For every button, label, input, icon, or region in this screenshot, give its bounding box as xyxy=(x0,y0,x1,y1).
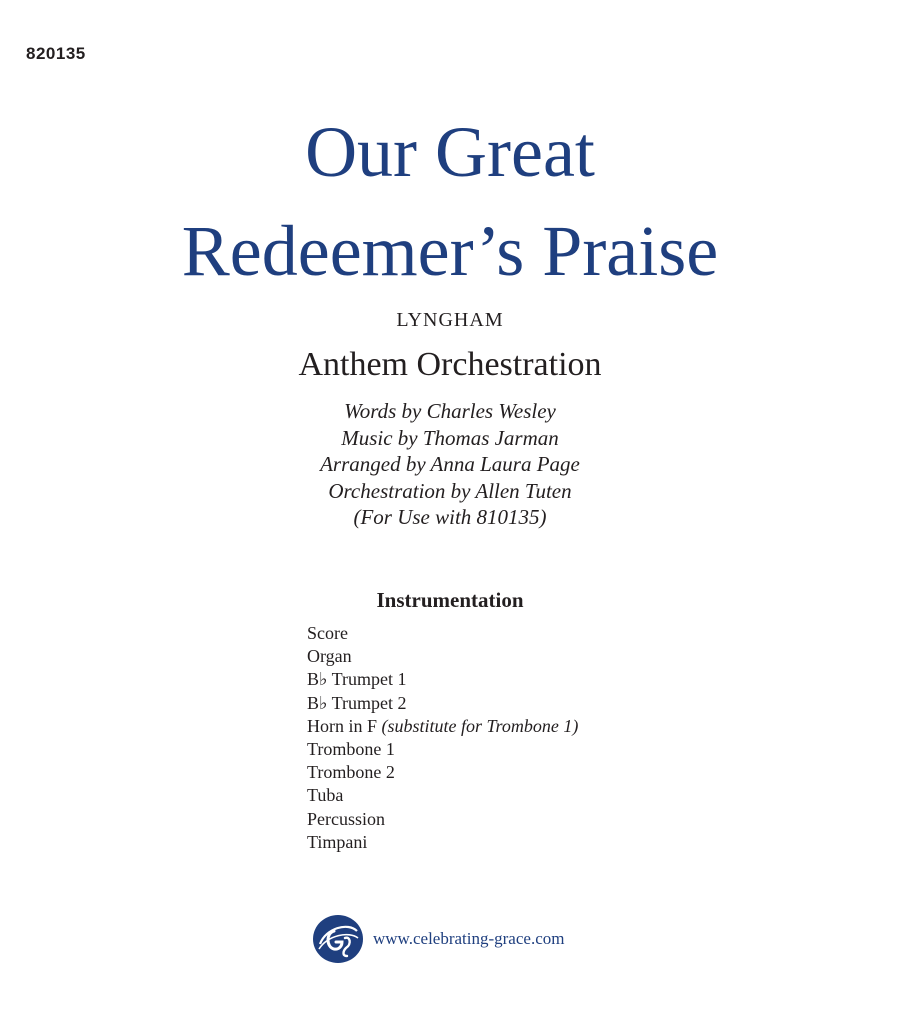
instrumentation-list xyxy=(307,622,578,854)
subtitle: Anthem Orchestration xyxy=(298,346,602,383)
instrumentation-heading: Instrumentation xyxy=(376,588,524,612)
list-item xyxy=(307,715,578,738)
list-item xyxy=(307,738,578,761)
publisher-footer xyxy=(312,914,564,964)
instrument-name: Trombone 2 xyxy=(307,762,395,783)
publisher-website-link[interactable]: www.celebrating-grace.com xyxy=(373,929,565,948)
celebrating-grace-logo-icon xyxy=(312,914,364,964)
credit-music: Music by Thomas Jarman xyxy=(341,425,559,450)
list-item xyxy=(307,784,578,807)
list-item xyxy=(307,668,578,691)
list-item xyxy=(307,831,578,854)
instrument-name: Percussion xyxy=(307,808,385,829)
instrument-name: Organ xyxy=(307,646,352,667)
instrument-name: Tuba xyxy=(307,785,344,806)
title-line-1: Our Great xyxy=(305,112,595,192)
credit-arranger: Arranged by Anna Laura Page xyxy=(320,452,580,476)
credit-orchestration: Orchestration by Allen Tuten xyxy=(328,478,572,503)
tune-name: LYNGHAM xyxy=(396,309,504,331)
instrument-name: B♭ Trumpet 1 xyxy=(307,669,407,690)
instrument-note: (substitute for Trombone 1) xyxy=(381,715,579,736)
title-line-2: Redeemer’s Praise xyxy=(181,211,719,291)
instrument-name: Trombone 1 xyxy=(307,739,395,760)
instrument-name: Horn in F xyxy=(307,715,378,736)
list-item xyxy=(307,645,578,668)
instrument-name: Score xyxy=(307,623,348,643)
list-item xyxy=(307,808,578,831)
list-item xyxy=(307,622,578,645)
instrument-name: B♭ Trumpet 2 xyxy=(307,692,407,713)
list-item xyxy=(307,692,578,715)
credit-words: Words by Charles Wesley xyxy=(344,399,556,423)
credits xyxy=(0,398,900,531)
instrument-name: Timpani xyxy=(307,831,368,852)
credit-companion: (For Use with 810135) xyxy=(353,505,547,529)
list-item xyxy=(307,761,578,784)
catalog-number: 820135 xyxy=(26,44,86,63)
